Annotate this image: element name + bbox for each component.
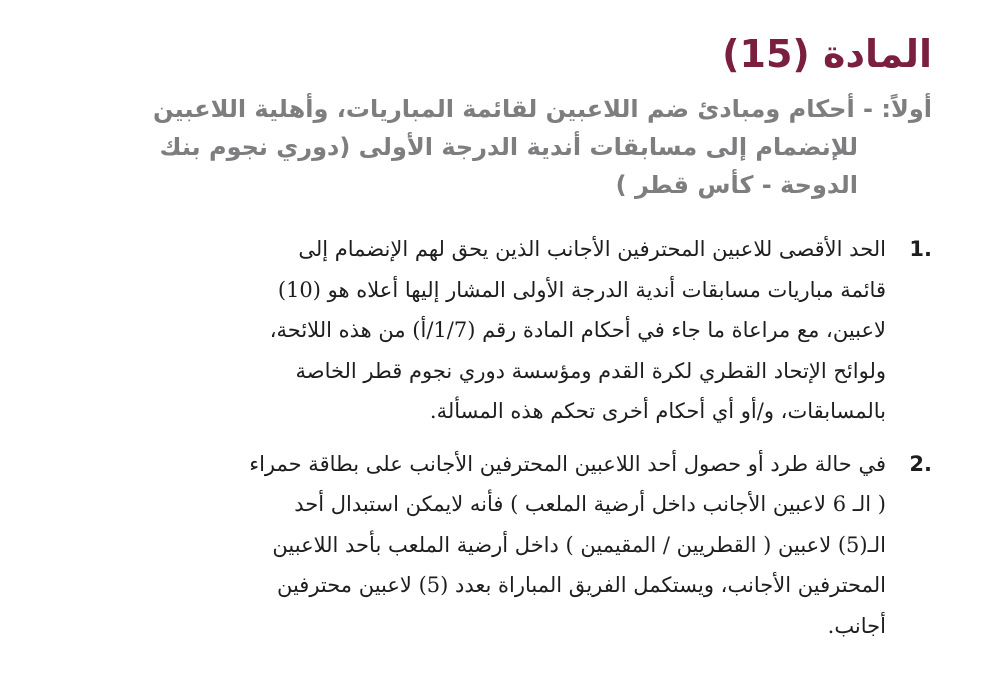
rule-item-1: [84, 229, 932, 432]
article-title: المادة (15): [722, 32, 932, 76]
rule-line: الـ(5) لاعبين ( القطريين / المقيمين ) داخل أرضية الملعب بأحد اللاعبين: [272, 532, 886, 557]
rule-line: في حالة طرد أو حصول أحد اللاعبين المحترفين الأجانب على بطاقة حمراء: [249, 451, 886, 476]
section-heading: [132, 90, 932, 204]
rule-line: لاعبين، مع مراعاة ما جاء في أحكام المادة رقم (1/7/أ) من هذه اللائحة،: [269, 318, 886, 342]
section-heading-line: أولاً: - أحكام ومبادئ ضم اللاعبين لقائمة المباريات، وأهلية اللاعبين: [153, 95, 932, 123]
rule-line: بالمسابقات، و/أو أي أحكام أخرى تحكم هذه المسألة.: [429, 399, 886, 423]
rule-text: [84, 444, 932, 647]
rule-line: الحد الأقصى للاعبين المحترفين الأجانب الذين يحق لهم الإنضمام إلى: [298, 237, 886, 261]
section-heading-line: الدوحة - كأس قطر ): [615, 171, 858, 199]
rule-line: أجانب.: [827, 613, 886, 638]
rule-number: 2.: [909, 451, 932, 476]
rule-item-2: [84, 444, 932, 647]
rule-line: ولوائح الإتحاد القطري لكرة القدم ومؤسسة دوري نجوم قطر الخاصة: [295, 358, 886, 383]
rule-line: المحترفين الأجانب، ويستكمل الفريق المباراة بعدد (5) لاعبين محترفين: [276, 573, 886, 597]
section-heading-line: للإنضمام إلى مسابقات أندية الدرجة الأولى (دوري نجوم بنك: [159, 133, 858, 161]
rules-list: [84, 229, 932, 646]
rule-line: ( الـ 6 لاعبين الأجانب داخل أرضية الملعب ) فأنه لايمكن استبدال أحد: [294, 492, 886, 516]
rule-number: 1.: [909, 237, 932, 261]
rule-text: [84, 229, 932, 432]
rule-line: قائمة مباريات مسابقات أندية الدرجة الأولى المشار إليها أعلاه هو (10): [277, 277, 886, 302]
